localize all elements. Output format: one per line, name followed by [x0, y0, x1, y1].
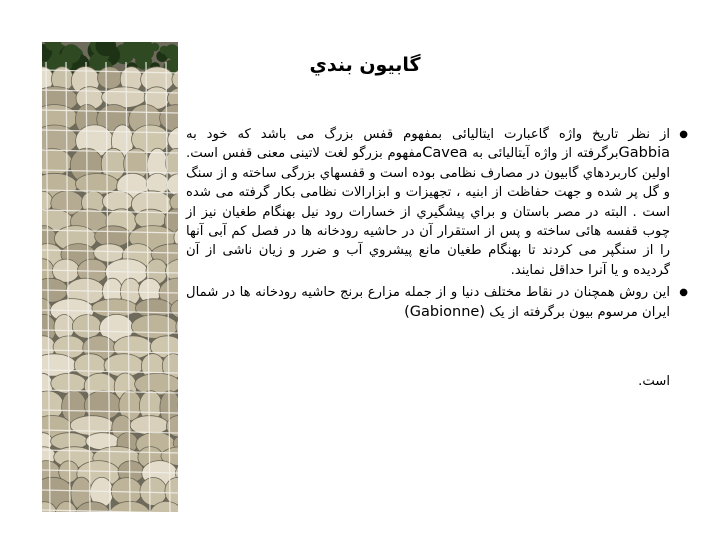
stone [72, 315, 101, 339]
trailing-text: است. [638, 374, 670, 389]
bullet-text-part: از نظر تاريخ واژه گاعبارت ايتاليائی بمفهوم قفس بزرگ می باشد كه خود به [186, 127, 670, 142]
slide-body [186, 125, 688, 325]
stone [102, 87, 147, 108]
term-gabionne: (Gabionne) [404, 303, 485, 320]
foliage-leaf [160, 46, 168, 54]
slide-title: گابيون بندي [309, 54, 421, 76]
bullet-icon: ● [679, 287, 688, 299]
stone [98, 67, 123, 89]
bullet-text-part: اين روش همچنان در نقاط مختلف دنيا و از جمله مزارع برنج حاشيه رودخانه ها در شمال ايران مرسوم بيون برگرفته از يک [186, 285, 670, 320]
stone [70, 416, 114, 436]
term-cavea: Cavea [422, 145, 468, 162]
term-gabbia: Gabbia [618, 145, 670, 162]
bullet-item-history [186, 125, 688, 280]
gabion-photo [42, 42, 178, 512]
bullet-text-part: مفهوم بزرگو لغت لاتينی معنی قفس است. اولين كاربردهاي گابيون در مصارف نظامی بوده است و قفسهاي بزرگی ساخته و از سنگ و گل پر شده و جهت حفاظت از ابنيه ، تجهيزات و ابزارالات نظامی بكار گرفته می شده است . البته در مصر باستان و براي پيشگيري از خسارات رود نيل بهنگام طغيان نيز از چوب قفسه هائی ساخته و پس از استقرار آن در حاشيه رودخانه ها در فصل كم آبی آنها را از سنگپر می كردند تا بهنگام طغيان مانع پيشروي آب و ضرر و زيان ناشی از آن گرديده و يا آنرا حداقل نمايند. [186, 146, 670, 278]
bullet-text-part: برگرفته از واژه آيتاليائی به [467, 146, 619, 162]
gabion-image [42, 42, 178, 512]
stone [131, 315, 177, 339]
bullet-item-usage [186, 283, 688, 322]
bullet-icon: ● [679, 129, 688, 140]
foliage-leaf [151, 43, 160, 52]
